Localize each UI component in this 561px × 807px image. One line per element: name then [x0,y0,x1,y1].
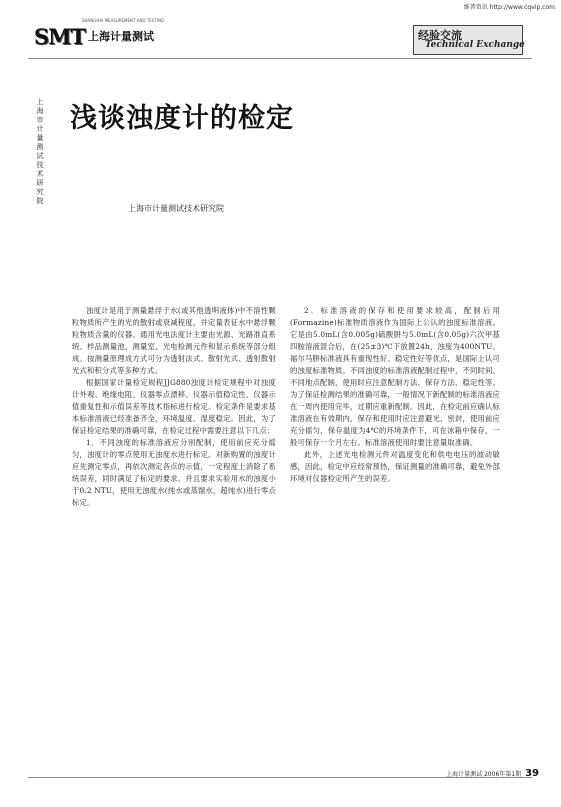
body-column-left [72,305,276,509]
logo-subtitle: SHANGHAI MEASUREMENT AND TESTING [82,18,165,23]
article-author: 上海市计量测试技术研究院 [128,204,224,213]
side-char: 术 [36,170,44,178]
side-char: 究 [36,188,44,196]
side-char: 试 [36,152,44,160]
side-char: 测 [36,143,44,151]
page-number: 39 [525,768,539,779]
journal-issue: 上海计量测试 2006年第1期 [446,771,522,778]
logo-mark: SMT [34,23,86,49]
side-char: 量 [36,134,44,142]
column-name-cn: 经验交流 [418,29,462,42]
article-title: 浅谈浊度计的检定 [70,103,294,134]
paragraph: 此外，上述光电检测元件对温度变化和供电电压的波动敏感，因此，检定中应经常预热，保证测量的准确可靠，避免外部环境对仪器检定所产生的误差。 [290,450,500,483]
journal-logo [34,25,154,47]
paragraph: 2．标准溶液的保存和使用要求较高，配制后用(Formazine)标准物质溶液作为国际上公认的浊度标准溶液。它是由5.0mL(含0.005g)硫酸肼与5.0mL(含0.05g)六次甲基四胺溶液混合后，在(25±3)℃下放置24h，浊度为400NTU。福尔马肼标准液具有重现性好、稳定性好等优点，是国际上认可的浊度标准物质。不同浊度的标准溶液配制过程中，不同时间、不同地点配制，使用时应注意配制方法、保存方法、稳定性等。为了保证检测结果的准确可靠，一般情况下新配制的标准溶液应在一周内使用完毕，过期应重新配制。因此，在检定前应确认标准溶液在有效期内，保存和使用时应注意避光、密封，使用前应充分摇匀，保存温度为4℃的环境条件下，可在冰箱中保存，一般可保存一个月左右。标准溶液使用时要注意量取准确。 [290,306,500,447]
logo-text: 上海计量测试 [88,30,155,43]
vertical-side-text [35,98,45,250]
source-url: 维普资讯 http://www.cqvip.com [463,4,555,11]
side-char: 上 [36,98,44,106]
side-char: 计 [36,125,44,133]
paragraph: 浊度计是用于测量悬浮于水(或其他透明液体)中不溶性颗粒物质所产生的光的散射或衰减程度，并定量表征水中悬浮颗粒物质含量的仪器。通用光电法度计主要由光源、光路准直系统、样品测量池、测量室、光电检测元件和显示系统等部分组成。按测量原理成方式可分为透射法式、散射光式、透射散射光式和积分式等多种方式。 [72,306,276,375]
side-char: 海 [36,107,44,115]
side-char: 研 [36,179,44,187]
side-char: 技 [36,161,44,169]
column-name-en: Technical Exchange [425,40,525,50]
body-column-right [290,305,500,485]
side-char: 市 [36,116,44,124]
page-footer [446,768,539,779]
paragraph: 1．不同浊度的标准溶液应分别配制，使用前应充分摇匀，浊度计的零点使用无浊度水进行标定。对新购置的浊度计应先测定零点，再依次测定各点的示值，一定程度上消除了系统误差，同时满足了标定的要求。并且要求实验用水的浊度小于0.2 NTU，使用无浊度水(纯水或蒸馏水，超纯水)进行零点标定。 [72,438,276,507]
paragraph: 根据国家计量检定规程JJG880浊度计检定规程中对浊度计外观、绝缘电阻、仪器零点漂移、仪器示值稳定性、仪器示值重复性和示值误差等技术指标进行检定。检定条件是要求基本标准溶液已经准备齐全，环境温度、湿度稳定。因此，为了保证检定结果的准确可靠，在检定过程中需要注意以下几点： [72,378,276,435]
header-divider [28,58,532,59]
side-char: 院 [36,197,44,205]
